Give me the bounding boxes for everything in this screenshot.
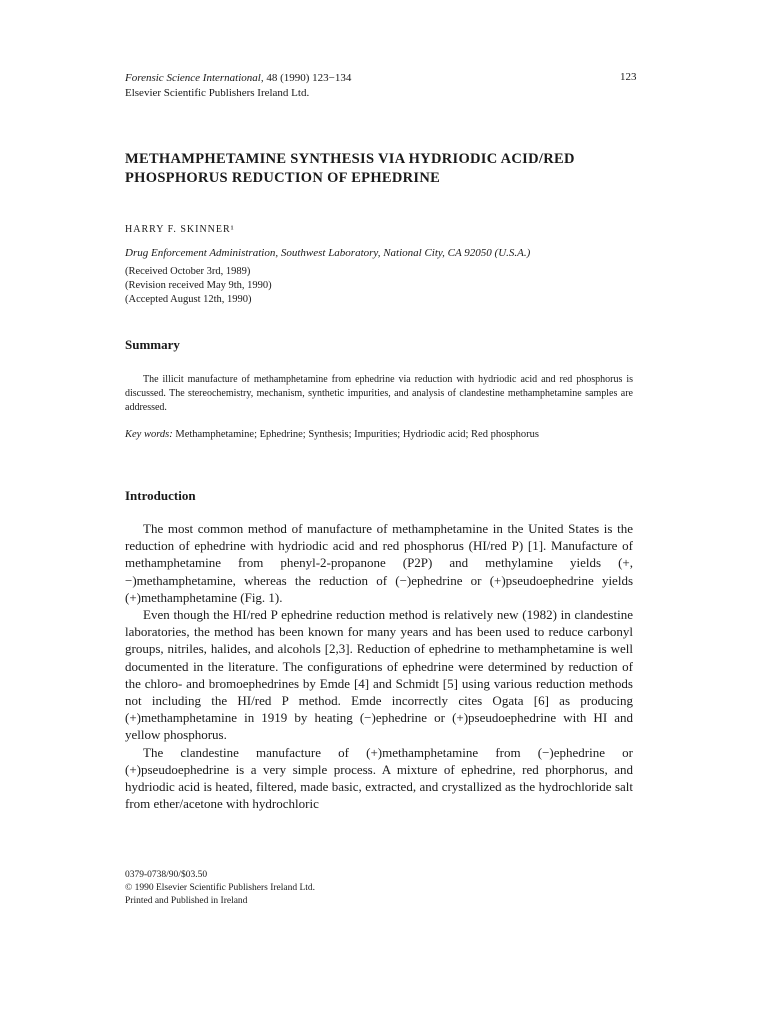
summary-heading: Summary	[125, 337, 180, 352]
printed-notice: Printed and Published in Ireland	[125, 896, 248, 906]
author: HARRY F. SKINNER¹	[125, 224, 235, 235]
keywords-list: Methamphetamine; Ephedrine; Synthesis; Impurities; Hydriodic acid; Red phosphorus	[172, 429, 540, 440]
affiliation: Drug Enforcement Administration, Southwest Laboratory, National City, CA 92050 (U.S.A.)	[125, 247, 531, 259]
received-date: (Received October 3rd, 1989)	[125, 266, 251, 277]
abstract-text: The illicit manufacture of methamphetamine from ephedrine via reduction with hydriodic acid and red phosphorus is discussed. The stereochemistry, mechanism, synthetic impurities, and analysis of clandestine methamphetamine samples are addressed.	[125, 374, 633, 413]
publisher: Elsevier Scientific Publishers Ireland Ltd.	[125, 87, 310, 99]
journal-citation	[125, 71, 351, 86]
page-number: 123	[620, 71, 637, 83]
article-dates	[125, 265, 272, 307]
journal-header	[125, 71, 351, 101]
keywords-label: Key words:	[125, 429, 173, 440]
keywords	[125, 428, 633, 442]
issn-price: 0379-0738/90/$03.50	[125, 870, 208, 880]
journal-details: 48 (1990) 123−134	[263, 72, 352, 84]
introduction-body	[125, 520, 633, 812]
copyright: © 1990 Elsevier Scientific Publishers Ireland Ltd.	[125, 883, 316, 893]
footer	[125, 869, 315, 908]
intro-paragraph-3: The clandestine manufacture of (+)methamphetamine from (−)ephedrine or (+)pseudoephedrine is a very simple process. A mixture of ephedrine, red phorphorus, and hydriodic acid is heated, filtered, made basic, extracted, and crystallized as the hydrochloride salt from ether/acetone with hydrochloric	[125, 744, 633, 812]
introduction-heading: Introduction	[125, 488, 196, 503]
revision-date: (Revision received May 9th, 1990)	[125, 280, 272, 291]
intro-paragraph-2: Even though the HI/red P ephedrine reduction method is relatively new (1982) in clandestine laboratories, the method has been known for many years and has been used to reduce carbonyl groups, nitriles, halides, and alcohols [2,3]. Reduction of ephedrine to methamphetamine is well documented in the literature. The configurations of ephedrine were determined by reduction of the chloro- and bromoephedrines by Emde [4] and Schmidt [5] using various reduction methods not including the HI/red P method. Emde incorrectly cites Ogata [6] as producing (+)methamphetamine in 1919 by heating (−)ephedrine or (+)pseudoephedrine with HI and yellow phosphorus.	[125, 607, 633, 743]
accepted-date: (Accepted August 12th, 1990)	[125, 294, 252, 305]
article-title: METHAMPHETAMINE SYNTHESIS VIA HYDRIODIC ACID/RED PHOSPHORUS REDUCTION OF EPHEDRINE	[125, 151, 575, 186]
abstract	[125, 373, 633, 415]
intro-paragraph-1: The most common method of manufacture of methamphetamine in the United States is the reduction of ephedrine with hydriodic acid and red phosphorus (HI/red P) [1]. Manufacture of methamphetamine from phenyl-2-propanone (P2P) and methylamine yields (+,−)methamphetamine, whereas the reduction of (−)ephedrine or (+)pseudoephedrine yields (+)methamphetamine (Fig. 1).	[125, 521, 633, 605]
journal-name: Forensic Science International,	[125, 72, 264, 84]
